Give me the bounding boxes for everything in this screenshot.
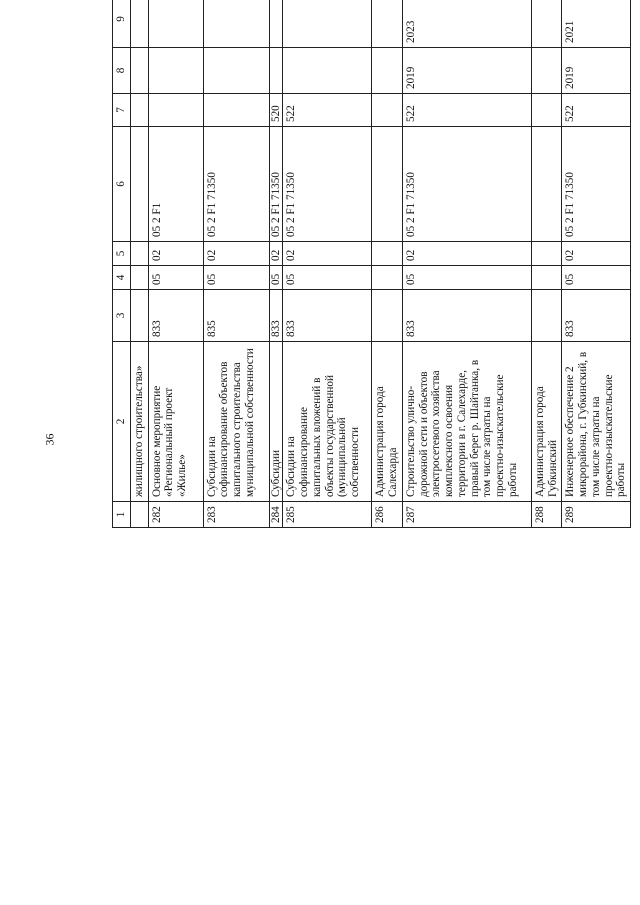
column-number-8: 8 (113, 48, 131, 94)
table-cell-col-3: 833 (269, 290, 283, 342)
table-cell-col-4 (531, 266, 562, 290)
table-cell-col-1: 286 (372, 502, 403, 528)
table-cell-col-2: Администрация города Салехарда (372, 342, 403, 502)
table-cell-col-6 (130, 127, 148, 242)
table-cell-col-9 (269, 0, 283, 48)
table-cell-col-7: 520 (269, 94, 283, 127)
rotated-page (112, 16, 628, 856)
table-cell-col-1: 287 (402, 502, 531, 528)
table-cell-col-9: 2021 (562, 0, 631, 48)
table-cell-col-5 (372, 242, 403, 266)
column-number-9: 9 (113, 0, 131, 48)
table-cell-col-3 (372, 290, 403, 342)
table-cell-col-7 (203, 94, 269, 127)
table-cell-col-3 (531, 290, 562, 342)
table-cell-col-2: Субсидии на софинансирование объектов капитального строительства муниципальной собственности (203, 342, 269, 502)
table-cell-col-1: 283 (203, 502, 269, 528)
table-cell-col-5: 02 (148, 242, 203, 266)
column-number-1: 1 (113, 502, 131, 528)
table-cell-col-4 (372, 266, 403, 290)
table-cell-col-3: 833 (562, 290, 631, 342)
table-cell-col-3: 835 (203, 290, 269, 342)
table-row (130, 0, 148, 528)
table-cell-col-5: 02 (402, 242, 531, 266)
table-cell-col-9: 2023 (402, 0, 531, 48)
table-cell-col-9 (372, 0, 403, 48)
table-cell-col-3 (130, 290, 148, 342)
table-cell-col-5: 02 (283, 242, 372, 266)
table-row (283, 0, 372, 528)
table-cell-col-4: 05 (203, 266, 269, 290)
table-cell-col-7: 522 (562, 94, 631, 127)
column-number-4: 4 (113, 266, 131, 290)
table-cell-col-7: 522 (402, 94, 531, 127)
table-cell-col-2: Строительство улично-дорожной сети и объектов электросетевого хозяйства комплексного освоения территории в г. Салехарде, правый берег р. Шайтанка, в том числе затраты на проектно-изыскательские работы (402, 342, 531, 502)
table-cell-col-1 (130, 502, 148, 528)
column-number-7: 7 (113, 94, 131, 127)
column-number-3: 3 (113, 290, 131, 342)
table-cell-col-8 (203, 48, 269, 94)
table-cell-col-1: 288 (531, 502, 562, 528)
column-number-5: 5 (113, 242, 131, 266)
table-cell-col-4: 05 (283, 266, 372, 290)
column-number-6: 6 (113, 127, 131, 242)
table-header-row (113, 0, 131, 528)
table-row (402, 0, 531, 528)
table-cell-col-2: жилищного строительства» (130, 342, 148, 502)
table-cell-col-7 (372, 94, 403, 127)
table-row (203, 0, 269, 528)
table-cell-col-6: 05 2 F1 71350 (562, 127, 631, 242)
table-cell-col-2: Субсидии на софинансирование капитальных вложений в объекты государственной (муниципальной собственности (283, 342, 372, 502)
table-cell-col-4 (130, 266, 148, 290)
table-cell-col-1: 282 (148, 502, 203, 528)
table-row (148, 0, 203, 528)
budget-table (112, 0, 631, 528)
table-row (372, 0, 403, 528)
table-cell-col-8 (531, 48, 562, 94)
table-cell-col-7: 522 (283, 94, 372, 127)
table-cell-col-6: 05 2 F1 71350 (269, 127, 283, 242)
table-cell-col-2: Основное мероприятие «Региональный проект «Жилье» (148, 342, 203, 502)
table-cell-col-6: 05 2 F1 (148, 127, 203, 242)
table-cell-col-5: 02 (562, 242, 631, 266)
table-cell-col-7 (531, 94, 562, 127)
table-cell-col-6: 05 2 F1 71350 (283, 127, 372, 242)
table-cell-col-5: 02 (269, 242, 283, 266)
table-cell-col-2: Субсидии (269, 342, 283, 502)
table-row (531, 0, 562, 528)
table-cell-col-8 (372, 48, 403, 94)
table-cell-col-9 (130, 0, 148, 48)
table-cell-col-4: 05 (148, 266, 203, 290)
table-cell-col-3: 833 (283, 290, 372, 342)
table-cell-col-3: 833 (402, 290, 531, 342)
table-cell-col-9 (283, 0, 372, 48)
table-cell-col-2: Инженерное обеспечение 2 микрорайона, г. Губкинский, в том числе затраты на проектно-изыскательские работы (562, 342, 631, 502)
table-cell-col-6: 05 2 F1 71350 (203, 127, 269, 242)
table-cell-col-7 (130, 94, 148, 127)
table-cell-col-9 (531, 0, 562, 48)
page-number: 36 (42, 433, 57, 446)
table-cell-col-8: 2019 (402, 48, 531, 94)
table-cell-col-8 (269, 48, 283, 94)
table-cell-col-4: 05 (402, 266, 531, 290)
table-cell-col-5: 02 (203, 242, 269, 266)
table-cell-col-8 (283, 48, 372, 94)
table-row (562, 0, 631, 528)
column-number-2: 2 (113, 342, 131, 502)
table-cell-col-9 (148, 0, 203, 48)
table-cell-col-6 (531, 127, 562, 242)
table-cell-col-8 (148, 48, 203, 94)
table-cell-col-4: 05 (562, 266, 631, 290)
table-row (269, 0, 283, 528)
table-cell-col-1: 289 (562, 502, 631, 528)
table-cell-col-9 (203, 0, 269, 48)
table-cell-col-5 (130, 242, 148, 266)
table-cell-col-8 (130, 48, 148, 94)
table-cell-col-3: 833 (148, 290, 203, 342)
table-cell-col-6: 05 2 F1 71350 (402, 127, 531, 242)
table-cell-col-2: Администрация города Губкинский (531, 342, 562, 502)
table-cell-col-1: 285 (283, 502, 372, 528)
table-cell-col-6 (372, 127, 403, 242)
table-cell-col-5 (531, 242, 562, 266)
table-cell-col-8: 2019 (562, 48, 631, 94)
table-cell-col-1: 284 (269, 502, 283, 528)
table-cell-col-7 (148, 94, 203, 127)
table-cell-col-4: 05 (269, 266, 283, 290)
